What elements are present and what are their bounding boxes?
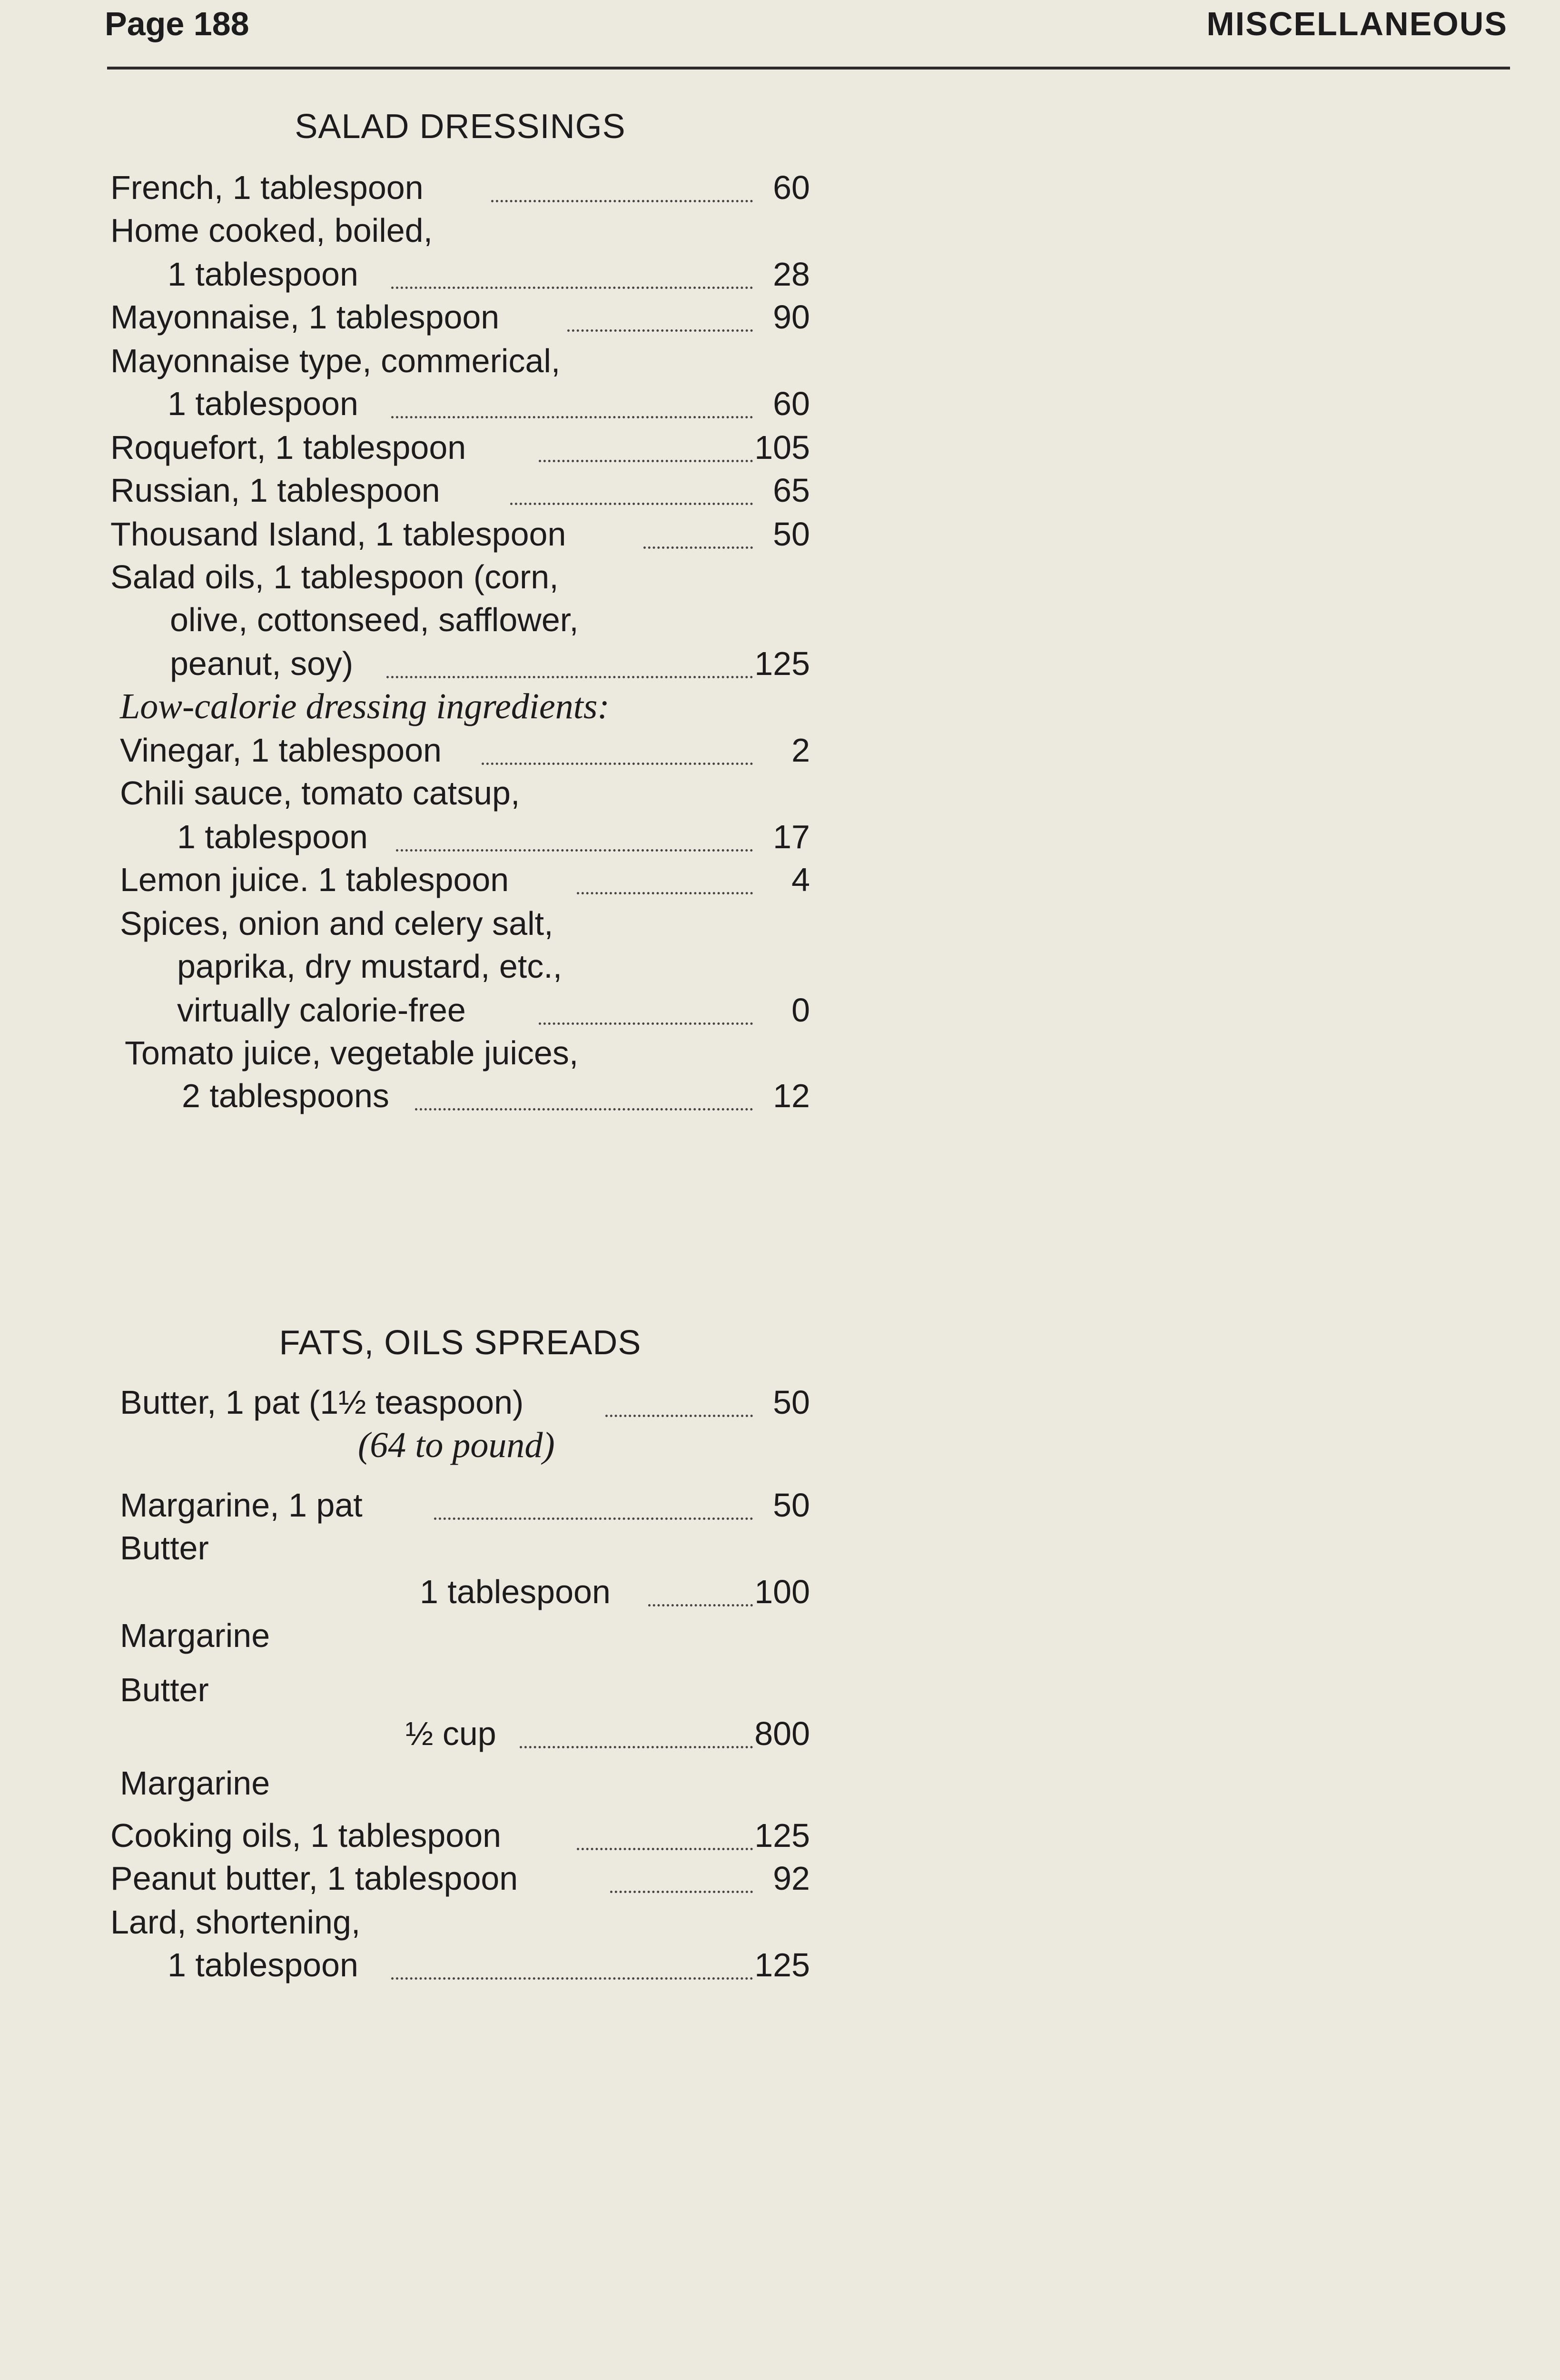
entry-row [110, 902, 810, 945]
entry-label: olive, cottonseed, safflower, [170, 601, 579, 638]
entry-label: Butter [120, 1671, 209, 1708]
salad-dressings-heading: SALAD DRESSINGS [295, 108, 626, 146]
calorie-value: 50 [773, 1384, 810, 1421]
entry-row [110, 295, 810, 339]
entry-label: Home cooked, boiled, [110, 212, 433, 249]
header-rule [107, 67, 1510, 69]
entry-label: Lard, shortening, [110, 1904, 361, 1941]
calorie-value: 17 [773, 818, 810, 855]
entry-label: Lemon juice. 1 tablespoon [120, 861, 509, 898]
entry-row [110, 598, 810, 642]
entry-label: ½ cup [405, 1715, 496, 1752]
entry-row [110, 1570, 810, 1614]
entry-row [110, 1614, 810, 1657]
entry-label: 1 tablespoon [168, 385, 358, 422]
entry-row [110, 1483, 810, 1527]
entry-row [110, 339, 810, 383]
entry-label: Tomato juice, vegetable juices, [125, 1034, 579, 1071]
entry-label: Vinegar, 1 tablespoon [120, 732, 442, 769]
dot-leader [396, 849, 753, 852]
dot-leader [482, 763, 753, 765]
calorie-value: 12 [773, 1077, 810, 1114]
dot-leader [567, 329, 753, 332]
calorie-value: 50 [773, 1487, 810, 1524]
entry-row [110, 468, 810, 512]
entry-label: Peanut butter, 1 tablespoon [110, 1860, 518, 1897]
entry-row [110, 1712, 810, 1755]
entry-row [110, 1526, 810, 1570]
entry-row [110, 426, 810, 469]
entry-label: Margarine, 1 pat [120, 1487, 363, 1524]
dot-leader [391, 416, 753, 418]
calorie-value: 50 [773, 516, 810, 553]
dot-leader [577, 892, 753, 894]
entry-label: virtually calorie-free [177, 992, 466, 1029]
entry-row [110, 815, 810, 859]
entry-row [110, 858, 810, 902]
dot-leader [539, 1022, 753, 1025]
entry-row [110, 1814, 810, 1857]
entry-label: peanut, soy) [170, 645, 354, 682]
page-number: Page 188 [105, 5, 249, 42]
dot-leader [539, 460, 753, 462]
dot-leader [391, 287, 753, 289]
entry-label: Chili sauce, tomato catsup, [120, 774, 520, 812]
entry-row [110, 555, 810, 599]
page-header [105, 5, 1508, 62]
calorie-value: 125 [754, 1817, 810, 1854]
calorie-value: 100 [754, 1573, 810, 1610]
entry-row [110, 642, 810, 685]
dot-leader [386, 676, 753, 678]
entry-row [110, 512, 810, 556]
dot-leader [643, 546, 753, 549]
entry-label: (64 to pound) [358, 1425, 555, 1465]
dot-leader [491, 200, 753, 202]
entry-row [110, 728, 810, 772]
entry-row [110, 771, 810, 815]
entry-label: 1 tablespoon [420, 1573, 611, 1610]
entry-label: 2 tablespoons [182, 1077, 389, 1114]
calorie-value: 65 [773, 472, 810, 509]
entry-row [110, 166, 810, 209]
calorie-value: 105 [754, 429, 810, 466]
entry-label: Cooking oils, 1 tablespoon [110, 1817, 502, 1854]
entry-label: Margarine [120, 1617, 270, 1654]
entry-row [110, 1380, 810, 1424]
entry-label: Mayonnaise type, commerical, [110, 342, 561, 379]
entry-label: Low-calorie dressing ingredients: [120, 686, 610, 726]
calorie-value: 125 [754, 1946, 810, 1983]
entry-row [110, 208, 810, 252]
entry-label: 1 tablespoon [168, 256, 358, 293]
entry-label: Russian, 1 tablespoon [110, 472, 440, 509]
entry-label: Thousand Island, 1 tablespoon [110, 516, 566, 553]
entry-row [110, 382, 810, 426]
entry-row [110, 1668, 810, 1712]
calorie-value: 92 [773, 1860, 810, 1897]
dot-leader [520, 1746, 753, 1748]
entry-label: 1 tablespoon [168, 1946, 358, 1983]
entry-label: Salad oils, 1 tablespoon (corn, [110, 558, 559, 595]
fats-oils-heading: FATS, OILS SPREADS [279, 1324, 642, 1362]
dot-leader [610, 1891, 753, 1893]
calorie-value: 28 [773, 256, 810, 293]
section-name: MISCELLANEOUS [1206, 5, 1508, 42]
entry-label: paprika, dry mustard, etc., [177, 948, 563, 985]
entry-label: Roquefort, 1 tablespoon [110, 429, 466, 466]
entry-label: French, 1 tablespoon [110, 169, 424, 206]
entry-row [110, 1943, 810, 1987]
entry-label: Spices, onion and celery salt, [120, 905, 553, 942]
entry-row [110, 1031, 810, 1075]
entry-label: 1 tablespoon [177, 818, 368, 855]
entry-row [110, 1856, 810, 1900]
dot-leader [577, 1848, 753, 1850]
entry-label: Margarine [120, 1765, 270, 1802]
dot-leader [605, 1415, 753, 1417]
entry-row [110, 988, 810, 1032]
entry-row [110, 1074, 810, 1118]
calorie-value: 4 [791, 861, 810, 898]
entry-row [110, 252, 810, 296]
entry-row [110, 1900, 810, 1944]
entry-label: Butter [120, 1529, 209, 1567]
dot-leader [510, 503, 753, 505]
entry-label: Butter, 1 pat (1½ teaspoon) [120, 1384, 524, 1421]
calorie-value: 0 [791, 992, 810, 1029]
entry-label: Mayonnaise, 1 tablespoon [110, 298, 500, 336]
calorie-value: 90 [773, 298, 810, 336]
dot-leader [415, 1108, 753, 1111]
calorie-value: 60 [773, 385, 810, 422]
entry-row [110, 1761, 810, 1805]
entry-row [110, 684, 810, 728]
calorie-value: 60 [773, 169, 810, 206]
entry-row [110, 1423, 810, 1467]
dot-leader [391, 1977, 753, 1980]
calorie-value: 800 [754, 1715, 810, 1752]
calorie-value: 2 [791, 732, 810, 769]
dot-leader [434, 1517, 753, 1520]
calorie-value: 125 [754, 645, 810, 682]
entry-row [110, 944, 810, 988]
dot-leader [648, 1604, 753, 1606]
